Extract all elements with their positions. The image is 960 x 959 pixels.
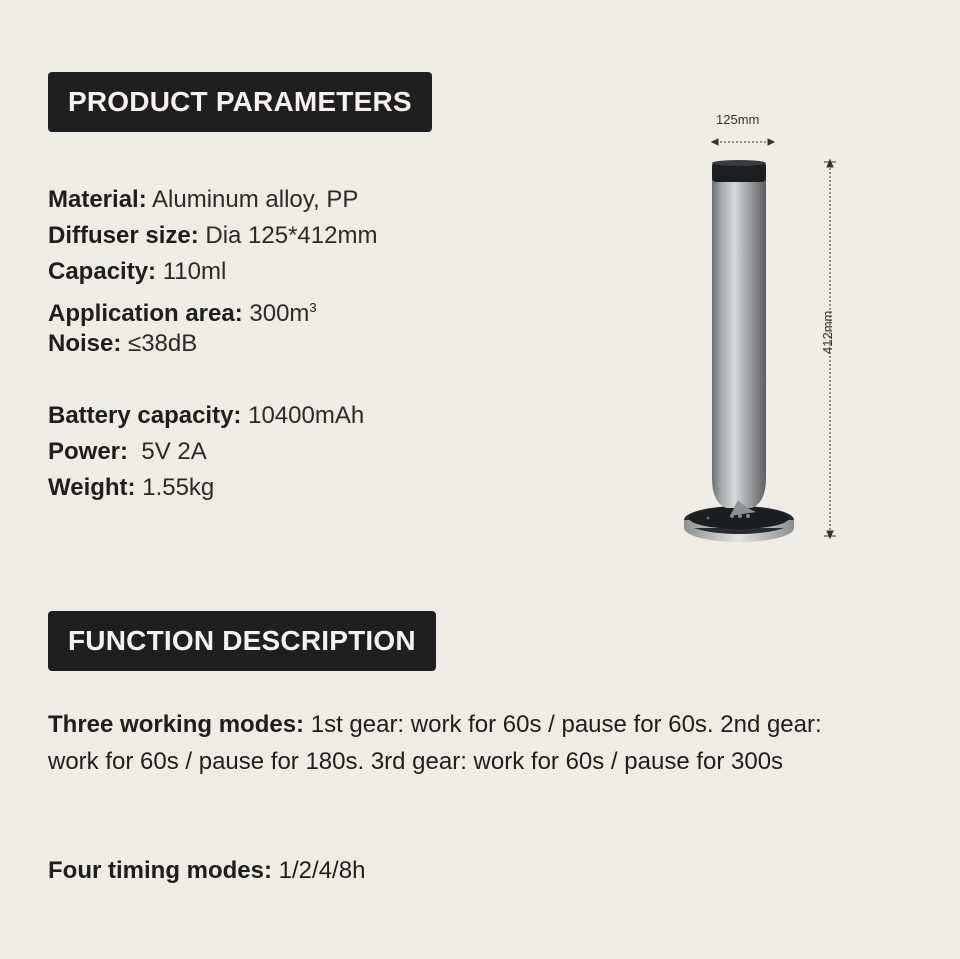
function-description-heading: FUNCTION DESCRIPTION [48, 611, 436, 671]
param-battery-capacity: Battery capacity: 10400mAh [48, 402, 365, 429]
param-material: Material: Aluminum alloy, PP [48, 186, 359, 213]
param-weight: Weight: 1.55kg [48, 474, 215, 501]
product-parameters-heading: PRODUCT PARAMETERS [48, 72, 432, 132]
height-dimension-label: 412mm [820, 310, 835, 354]
diffuser-illustration [660, 100, 880, 560]
param-diffuser-size: Diffuser size: Dia 125*412mm [48, 222, 378, 249]
parameter-list [48, 182, 377, 506]
width-dimension-line [712, 139, 774, 145]
param-capacity: Capacity: 110ml [48, 258, 227, 285]
diffuser-body [712, 160, 766, 516]
working-modes-paragraph: Three working modes: 1st gear: work for 60s / pause for 60s. 2nd gear: work for 60s / pause for 180s. 3rd gear: work for 60s / pause for 300s [48, 711, 822, 775]
timing-modes-paragraph: Four timing modes: 1/2/4/8h [48, 857, 366, 884]
superscript: 3 [309, 300, 317, 315]
width-dimension-label: 125mm [716, 112, 760, 127]
param-noise: Noise: ≤38dB [48, 330, 198, 357]
param-power: Power: 5V 2A [48, 438, 207, 465]
product-figure [660, 100, 880, 560]
param-application-area: Application area: $300m^3$ [48, 300, 317, 327]
